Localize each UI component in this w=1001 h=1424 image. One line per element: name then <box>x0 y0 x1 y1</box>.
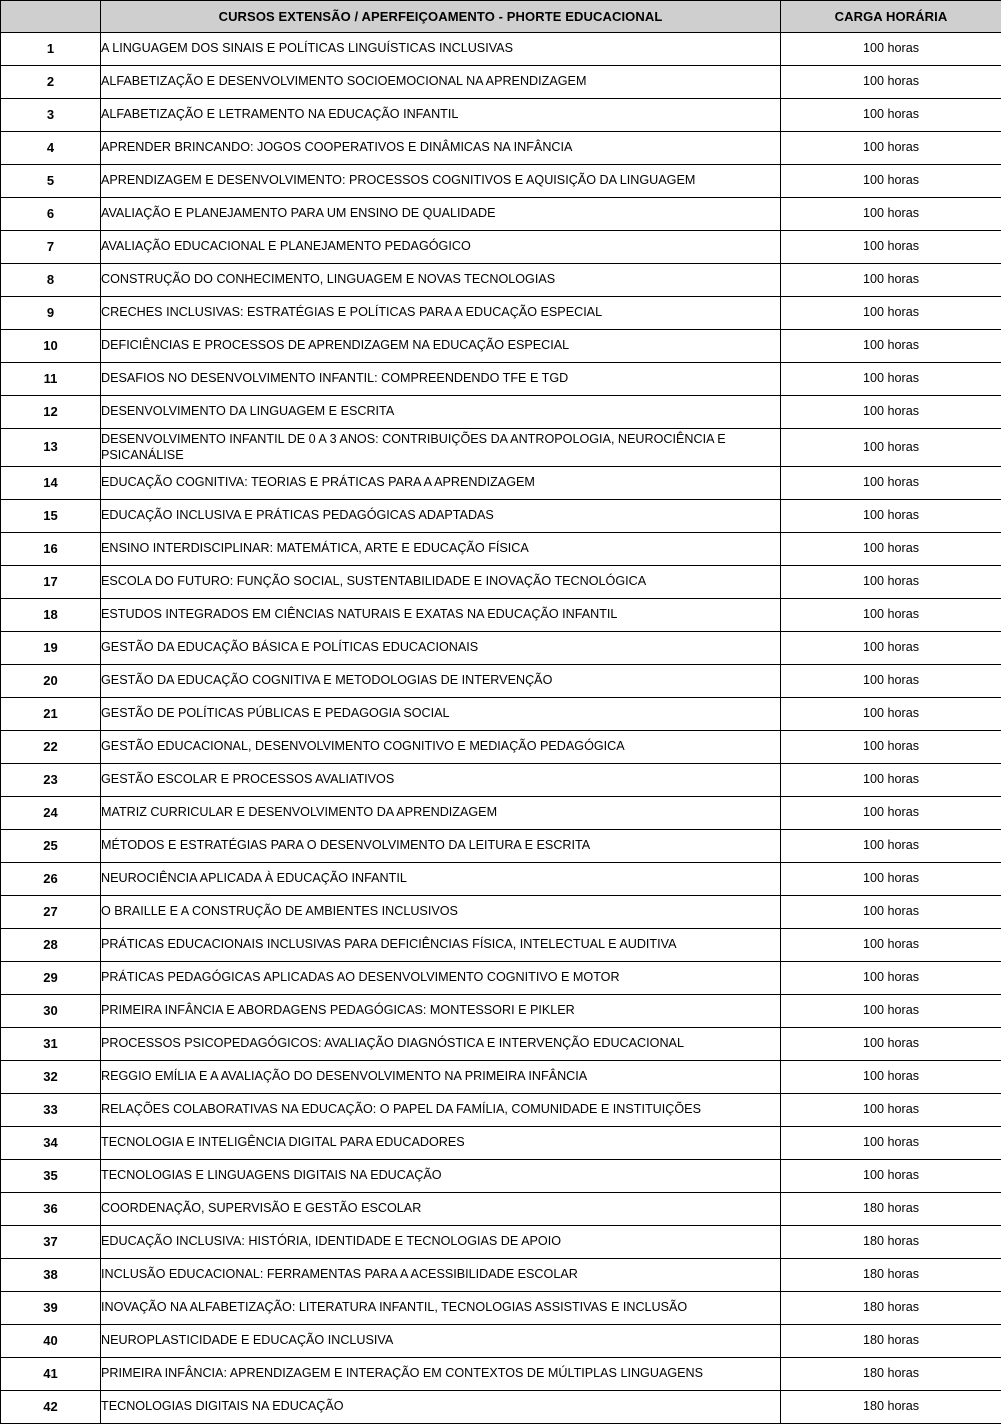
table-row <box>1 264 1001 297</box>
course-name-cell: GESTÃO ESCOLAR E PROCESSOS AVALIATIVOS <box>101 764 781 797</box>
workload-cell: 100 horas <box>781 863 1001 896</box>
table-row <box>1 1193 1001 1226</box>
workload-cell: 180 horas <box>781 1292 1001 1325</box>
course-name-cell: MÉTODOS E ESTRATÉGIAS PARA O DESENVOLVIMENTO DA LEITURA E ESCRITA <box>101 830 781 863</box>
course-name-cell: APRENDIZAGEM E DESENVOLVIMENTO: PROCESSOS COGNITIVOS E AQUISIÇÃO DA LINGUAGEM <box>101 165 781 198</box>
workload-cell: 180 horas <box>781 1259 1001 1292</box>
course-name-cell: GESTÃO DA EDUCAÇÃO BÁSICA E POLÍTICAS EDUCACIONAIS <box>101 632 781 665</box>
table-row <box>1 297 1001 330</box>
course-name-cell: PRIMEIRA INFÂNCIA E ABORDAGENS PEDAGÓGICAS: MONTESSORI E PIKLER <box>101 995 781 1028</box>
workload-cell: 100 horas <box>781 66 1001 99</box>
table-row <box>1 1259 1001 1292</box>
course-name-cell: CONSTRUÇÃO DO CONHECIMENTO, LINGUAGEM E NOVAS TECNOLOGIAS <box>101 264 781 297</box>
workload-cell: 100 horas <box>781 198 1001 231</box>
table-row <box>1 599 1001 632</box>
workload-cell: 100 horas <box>781 132 1001 165</box>
course-name-cell: ALFABETIZAÇÃO E LETRAMENTO NA EDUCAÇÃO INFANTIL <box>101 99 781 132</box>
table-row <box>1 1358 1001 1391</box>
table-row <box>1 665 1001 698</box>
row-number-cell: 21 <box>1 698 101 731</box>
course-name-cell: DESENVOLVIMENTO INFANTIL DE 0 A 3 ANOS: CONTRIBUIÇÕES DA ANTROPOLOGIA, NEUROCIÊNCIA E PSICANÁLISE <box>101 429 781 467</box>
row-number-cell: 9 <box>1 297 101 330</box>
course-name-cell: COORDENAÇÃO, SUPERVISÃO E GESTÃO ESCOLAR <box>101 1193 781 1226</box>
row-number-cell: 7 <box>1 231 101 264</box>
table-row <box>1 231 1001 264</box>
course-name-cell: DEFICIÊNCIAS E PROCESSOS DE APRENDIZAGEM NA EDUCAÇÃO ESPECIAL <box>101 330 781 363</box>
workload-cell: 100 horas <box>781 533 1001 566</box>
table-row <box>1 1028 1001 1061</box>
table-row <box>1 1391 1001 1424</box>
workload-cell: 180 horas <box>781 1358 1001 1391</box>
workload-cell: 100 horas <box>781 764 1001 797</box>
workload-cell: 100 horas <box>781 797 1001 830</box>
course-name-cell: GESTÃO DE POLÍTICAS PÚBLICAS E PEDAGOGIA SOCIAL <box>101 698 781 731</box>
row-number-cell: 23 <box>1 764 101 797</box>
column-header-workload: CARGA HORÁRIA <box>781 1 1001 33</box>
row-number-cell: 31 <box>1 1028 101 1061</box>
row-number-cell: 39 <box>1 1292 101 1325</box>
workload-cell: 100 horas <box>781 1160 1001 1193</box>
course-name-cell: EDUCAÇÃO COGNITIVA: TEORIAS E PRÁTICAS PARA A APRENDIZAGEM <box>101 467 781 500</box>
course-name-cell: RELAÇÕES COLABORATIVAS NA EDUCAÇÃO: O PAPEL DA FAMÍLIA, COMUNIDADE E INSTITUIÇÕES <box>101 1094 781 1127</box>
workload-cell: 100 horas <box>781 1094 1001 1127</box>
row-number-cell: 3 <box>1 99 101 132</box>
course-name-cell: A LINGUAGEM DOS SINAIS E POLÍTICAS LINGUÍSTICAS INCLUSIVAS <box>101 33 781 66</box>
course-name-cell: PRÁTICAS EDUCACIONAIS INCLUSIVAS PARA DEFICIÊNCIAS FÍSICA, INTELECTUAL E AUDITIVA <box>101 929 781 962</box>
workload-cell: 100 horas <box>781 929 1001 962</box>
course-name-cell: TECNOLOGIAS E LINGUAGENS DIGITAIS NA EDUCAÇÃO <box>101 1160 781 1193</box>
course-name-cell: GESTÃO DA EDUCAÇÃO COGNITIVA E METODOLOGIAS DE INTERVENÇÃO <box>101 665 781 698</box>
course-name-cell: EDUCAÇÃO INCLUSIVA: HISTÓRIA, IDENTIDADE E TECNOLOGIAS DE APOIO <box>101 1226 781 1259</box>
table-row <box>1 429 1001 467</box>
table-row <box>1 500 1001 533</box>
course-name-cell: ESCOLA DO FUTURO: FUNÇÃO SOCIAL, SUSTENTABILIDADE E INOVAÇÃO TECNOLÓGICA <box>101 566 781 599</box>
row-number-cell: 13 <box>1 429 101 467</box>
table-row <box>1 132 1001 165</box>
course-name-cell: NEUROCIÊNCIA APLICADA À EDUCAÇÃO INFANTIL <box>101 863 781 896</box>
row-number-cell: 11 <box>1 363 101 396</box>
workload-cell: 100 horas <box>781 1127 1001 1160</box>
row-number-cell: 42 <box>1 1391 101 1424</box>
table-header-row <box>1 1 1001 33</box>
row-number-cell: 12 <box>1 396 101 429</box>
workload-cell: 100 horas <box>781 330 1001 363</box>
row-number-cell: 14 <box>1 467 101 500</box>
course-name-cell: TECNOLOGIA E INTELIGÊNCIA DIGITAL PARA EDUCADORES <box>101 1127 781 1160</box>
table-row <box>1 363 1001 396</box>
row-number-cell: 38 <box>1 1259 101 1292</box>
row-number-cell: 36 <box>1 1193 101 1226</box>
table-row <box>1 1292 1001 1325</box>
workload-cell: 180 horas <box>781 1226 1001 1259</box>
workload-cell: 180 horas <box>781 1391 1001 1424</box>
course-name-cell: NEUROPLASTICIDADE E EDUCAÇÃO INCLUSIVA <box>101 1325 781 1358</box>
table-row <box>1 533 1001 566</box>
column-header-course-name: CURSOS EXTENSÃO / APERFEIÇOAMENTO - PHORTE EDUCACIONAL <box>101 1 781 33</box>
course-name-cell: REGGIO EMÍLIA E A AVALIAÇÃO DO DESENVOLVIMENTO NA PRIMEIRA INFÂNCIA <box>101 1061 781 1094</box>
table-row <box>1 698 1001 731</box>
table-row <box>1 1094 1001 1127</box>
row-number-cell: 32 <box>1 1061 101 1094</box>
table-row <box>1 1061 1001 1094</box>
workload-cell: 100 horas <box>781 995 1001 1028</box>
row-number-cell: 25 <box>1 830 101 863</box>
table-row <box>1 764 1001 797</box>
table-row <box>1 863 1001 896</box>
table-row <box>1 165 1001 198</box>
workload-cell: 100 horas <box>781 830 1001 863</box>
row-number-cell: 33 <box>1 1094 101 1127</box>
row-number-cell: 24 <box>1 797 101 830</box>
table-row <box>1 99 1001 132</box>
row-number-cell: 22 <box>1 731 101 764</box>
course-name-cell: PRIMEIRA INFÂNCIA: APRENDIZAGEM E INTERAÇÃO EM CONTEXTOS DE MÚLTIPLAS LINGUAGENS <box>101 1358 781 1391</box>
row-number-cell: 27 <box>1 896 101 929</box>
table-row <box>1 995 1001 1028</box>
table-row <box>1 33 1001 66</box>
row-number-cell: 26 <box>1 863 101 896</box>
course-name-cell: MATRIZ CURRICULAR E DESENVOLVIMENTO DA APRENDIZAGEM <box>101 797 781 830</box>
table-row <box>1 1127 1001 1160</box>
row-number-cell: 5 <box>1 165 101 198</box>
workload-cell: 100 horas <box>781 962 1001 995</box>
workload-cell: 100 horas <box>781 500 1001 533</box>
row-number-cell: 16 <box>1 533 101 566</box>
course-name-cell: GESTÃO EDUCACIONAL, DESENVOLVIMENTO COGNITIVO E MEDIAÇÃO PEDAGÓGICA <box>101 731 781 764</box>
row-number-cell: 30 <box>1 995 101 1028</box>
table-row <box>1 467 1001 500</box>
row-number-cell: 15 <box>1 500 101 533</box>
row-number-cell: 4 <box>1 132 101 165</box>
table-row <box>1 830 1001 863</box>
course-name-cell: AVALIAÇÃO E PLANEJAMENTO PARA UM ENSINO DE QUALIDADE <box>101 198 781 231</box>
workload-cell: 100 horas <box>781 396 1001 429</box>
table-body <box>1 33 1001 1424</box>
workload-cell: 100 horas <box>781 363 1001 396</box>
workload-cell: 100 horas <box>781 429 1001 467</box>
row-number-cell: 37 <box>1 1226 101 1259</box>
table-row <box>1 896 1001 929</box>
row-number-cell: 19 <box>1 632 101 665</box>
column-header-number <box>1 1 101 33</box>
course-name-cell: AVALIAÇÃO EDUCACIONAL E PLANEJAMENTO PEDAGÓGICO <box>101 231 781 264</box>
row-number-cell: 10 <box>1 330 101 363</box>
workload-cell: 100 horas <box>781 264 1001 297</box>
row-number-cell: 41 <box>1 1358 101 1391</box>
row-number-cell: 17 <box>1 566 101 599</box>
workload-cell: 100 horas <box>781 1061 1001 1094</box>
table-row <box>1 66 1001 99</box>
workload-cell: 100 horas <box>781 731 1001 764</box>
workload-cell: 100 horas <box>781 896 1001 929</box>
table-row <box>1 797 1001 830</box>
row-number-cell: 29 <box>1 962 101 995</box>
workload-cell: 100 horas <box>781 599 1001 632</box>
workload-cell: 100 horas <box>781 698 1001 731</box>
workload-cell: 100 horas <box>781 665 1001 698</box>
row-number-cell: 35 <box>1 1160 101 1193</box>
row-number-cell: 2 <box>1 66 101 99</box>
table-row <box>1 396 1001 429</box>
workload-cell: 100 horas <box>781 99 1001 132</box>
course-name-cell: CRECHES INCLUSIVAS: ESTRATÉGIAS E POLÍTICAS PARA A EDUCAÇÃO ESPECIAL <box>101 297 781 330</box>
workload-cell: 180 horas <box>781 1325 1001 1358</box>
course-name-cell: ESTUDOS INTEGRADOS EM CIÊNCIAS NATURAIS E EXATAS NA EDUCAÇÃO INFANTIL <box>101 599 781 632</box>
workload-cell: 100 horas <box>781 165 1001 198</box>
workload-cell: 100 horas <box>781 231 1001 264</box>
row-number-cell: 18 <box>1 599 101 632</box>
workload-cell: 100 horas <box>781 566 1001 599</box>
course-name-cell: TECNOLOGIAS DIGITAIS NA EDUCAÇÃO <box>101 1391 781 1424</box>
row-number-cell: 40 <box>1 1325 101 1358</box>
table-header <box>1 1 1001 33</box>
workload-cell: 180 horas <box>781 1193 1001 1226</box>
row-number-cell: 20 <box>1 665 101 698</box>
workload-cell: 100 horas <box>781 467 1001 500</box>
course-name-cell: ENSINO INTERDISCIPLINAR: MATEMÁTICA, ARTE E EDUCAÇÃO FÍSICA <box>101 533 781 566</box>
workload-cell: 100 horas <box>781 632 1001 665</box>
table-row <box>1 1226 1001 1259</box>
workload-cell: 100 horas <box>781 297 1001 330</box>
table-row <box>1 330 1001 363</box>
table-row <box>1 929 1001 962</box>
workload-cell: 100 horas <box>781 33 1001 66</box>
course-name-cell: PROCESSOS PSICOPEDAGÓGICOS: AVALIAÇÃO DIAGNÓSTICA E INTERVENÇÃO EDUCACIONAL <box>101 1028 781 1061</box>
course-name-cell: INCLUSÃO EDUCACIONAL: FERRAMENTAS PARA A ACESSIBILIDADE ESCOLAR <box>101 1259 781 1292</box>
course-name-cell: ALFABETIZAÇÃO E DESENVOLVIMENTO SOCIOEMOCIONAL NA APRENDIZAGEM <box>101 66 781 99</box>
row-number-cell: 34 <box>1 1127 101 1160</box>
row-number-cell: 28 <box>1 929 101 962</box>
course-name-cell: DESAFIOS NO DESENVOLVIMENTO INFANTIL: COMPREENDENDO TFE E TGD <box>101 363 781 396</box>
table-row <box>1 962 1001 995</box>
table-row <box>1 1325 1001 1358</box>
course-name-cell: O BRAILLE E A CONSTRUÇÃO DE AMBIENTES INCLUSIVOS <box>101 896 781 929</box>
table-row <box>1 198 1001 231</box>
table-row <box>1 1160 1001 1193</box>
course-name-cell: DESENVOLVIMENTO DA LINGUAGEM E ESCRITA <box>101 396 781 429</box>
table-row <box>1 632 1001 665</box>
row-number-cell: 1 <box>1 33 101 66</box>
row-number-cell: 6 <box>1 198 101 231</box>
table-row <box>1 566 1001 599</box>
course-name-cell: PRÁTICAS PEDAGÓGICAS APLICADAS AO DESENVOLVIMENTO COGNITIVO E MOTOR <box>101 962 781 995</box>
course-name-cell: INOVAÇÃO NA ALFABETIZAÇÃO: LITERATURA INFANTIL, TECNOLOGIAS ASSISTIVAS E INCLUSÃO <box>101 1292 781 1325</box>
course-name-cell: APRENDER BRINCANDO: JOGOS COOPERATIVOS E DINÂMICAS NA INFÂNCIA <box>101 132 781 165</box>
table-row <box>1 731 1001 764</box>
row-number-cell: 8 <box>1 264 101 297</box>
workload-cell: 100 horas <box>781 1028 1001 1061</box>
course-name-cell: EDUCAÇÃO INCLUSIVA E PRÁTICAS PEDAGÓGICAS ADAPTADAS <box>101 500 781 533</box>
